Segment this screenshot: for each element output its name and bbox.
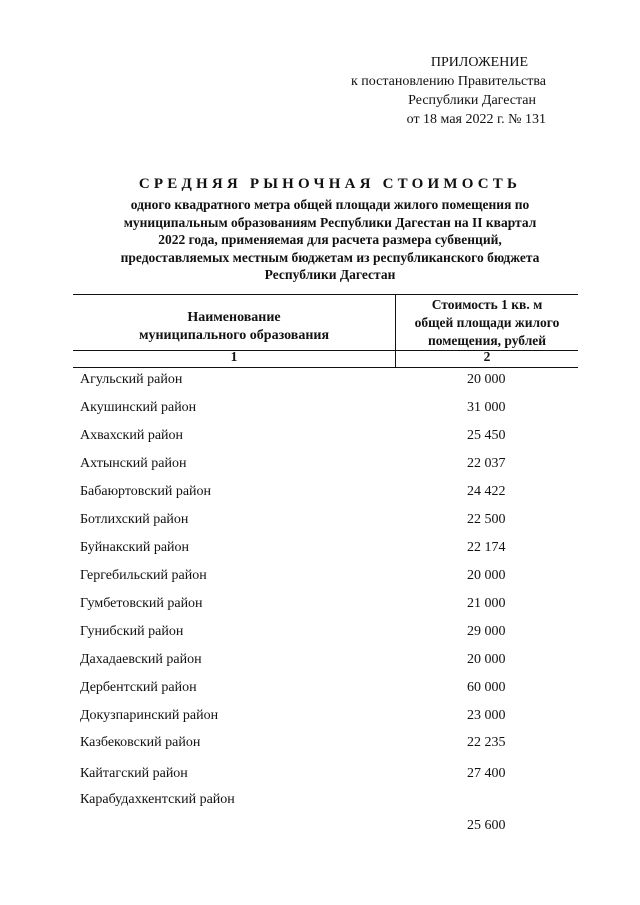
row-value: 22 174 — [467, 540, 506, 555]
row-value: 21 000 — [467, 596, 506, 611]
row-name: Гергебильский район — [80, 568, 207, 583]
title-line-4: предоставляемых местным бюджетам из республиканского бюджета — [120, 249, 540, 265]
header-cost-line-2: общей площади жилого — [414, 315, 560, 330]
row-name: Агульский район — [80, 372, 183, 387]
column-numbers — [73, 351, 578, 368]
row-name: Гумбетовский район — [80, 596, 203, 611]
row-value: 23 000 — [467, 708, 506, 723]
table-row — [73, 680, 578, 700]
header-cost — [396, 295, 578, 350]
row-name: Дербентский район — [80, 680, 197, 695]
table-row — [73, 428, 578, 448]
row-value: 22 500 — [467, 512, 506, 527]
row-name: Докузпаринский район — [80, 708, 219, 723]
row-name: Бабаюртовский район — [80, 484, 212, 499]
appendix-date: от 18 мая 2022 г. № 131 — [406, 112, 546, 127]
table-row — [73, 652, 578, 672]
table-row — [73, 484, 578, 504]
appendix-block — [351, 53, 546, 129]
row-value: 22 037 — [467, 456, 506, 471]
title-line-3: 2022 года, применяемая для расчета размера субвенций, — [158, 232, 502, 247]
title-line-2: муниципальным образованиям Республики Дагестан на II квартал — [123, 214, 537, 230]
header-municipality — [73, 295, 396, 350]
title-line-5: Республики Дагестан — [264, 267, 396, 282]
table-row — [73, 735, 578, 755]
header-municipality-line-2: муниципального образования — [138, 327, 330, 343]
row-value: 24 422 — [467, 484, 506, 499]
column-number-2: 2 — [483, 349, 491, 364]
appendix-republic: Республики Дагестан — [408, 93, 536, 108]
row-name: Гунибский район — [80, 624, 184, 639]
table-row — [73, 372, 578, 392]
header-municipality-line-1: Наименование — [187, 309, 281, 325]
row-name: Карабудахкентский район — [80, 792, 235, 807]
appendix-heading: ПРИЛОЖЕНИЕ — [430, 55, 528, 70]
row-value: 31 000 — [467, 400, 506, 415]
appendix-resolution: к постановлению Правительства — [350, 74, 546, 89]
table-row — [73, 792, 578, 833]
row-value: 25 600 — [467, 818, 506, 833]
row-value: 22 235 — [467, 735, 506, 750]
row-name: Казбековский район — [80, 735, 201, 750]
row-name: Кайтагский район — [80, 766, 188, 781]
table-row — [73, 708, 578, 728]
header-cost-line-1: Стоимость 1 кв. м — [431, 297, 543, 312]
row-name: Акушинский район — [80, 400, 197, 415]
table-row — [73, 400, 578, 420]
document-title — [80, 176, 580, 284]
row-value: 29 000 — [467, 624, 506, 639]
row-name: Буйнакский район — [80, 540, 190, 555]
row-name: Ахвахский район — [80, 428, 184, 443]
table-header — [73, 294, 578, 351]
table-row — [73, 624, 578, 644]
row-name: Ахтынский район — [80, 456, 187, 471]
table-row — [73, 540, 578, 560]
row-value: 60 000 — [467, 680, 506, 695]
table-row — [73, 456, 578, 476]
table-row — [73, 568, 578, 588]
cost-table — [73, 294, 578, 833]
row-value: 20 000 — [467, 652, 506, 667]
header-cost-line-3: помещения, рублей — [427, 333, 547, 348]
row-name: Ботлихский район — [80, 512, 189, 527]
row-value: 20 000 — [467, 372, 506, 387]
column-number-1: 1 — [73, 348, 396, 367]
title-line-1: одного квадратного метра общей площади жилого помещения по — [130, 197, 530, 212]
row-value: 27 400 — [467, 766, 506, 781]
table-row — [73, 766, 578, 786]
table-row — [73, 596, 578, 616]
row-name: Дахадаевский район — [80, 652, 202, 667]
row-value: 25 450 — [467, 428, 506, 443]
title-main: СРЕДНЯЯ РЫНОЧНАЯ СТОИМОСТЬ — [138, 176, 522, 192]
row-value: 20 000 — [467, 568, 506, 583]
table-row — [73, 512, 578, 532]
